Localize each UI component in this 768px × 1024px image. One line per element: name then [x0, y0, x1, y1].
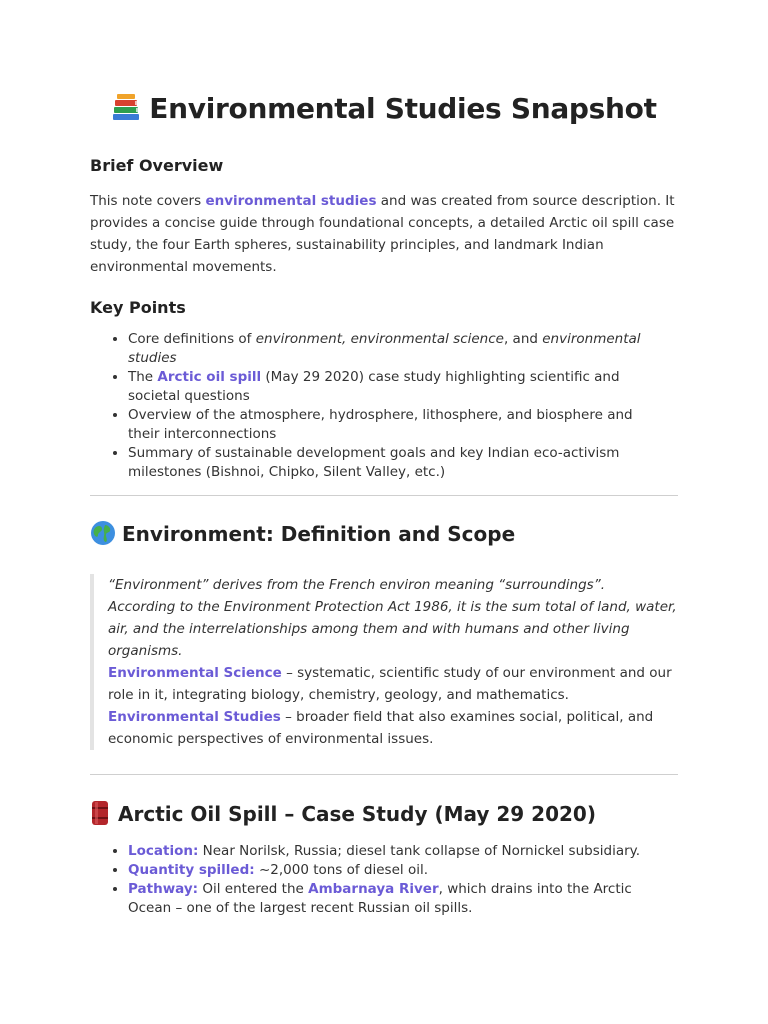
list-item-text: The [128, 369, 158, 385]
fact-label: Pathway: [128, 881, 199, 897]
overview-text-2: and was created from source description. It provides a concise guide through foundational concepts, a detailed Arctic oil spill case study, the four Earth spheres, sustainability principles, and landmark Indian environmental movements. [90, 193, 675, 275]
environmental-science-term: Environmental Science [108, 665, 282, 681]
environmental-studies-link[interactable]: environmental studies [205, 193, 377, 209]
environment-heading-text: Environment: Definition and Scope [122, 522, 516, 546]
globe-icon [90, 520, 116, 546]
section-divider [90, 495, 678, 496]
key-points-list [110, 330, 668, 482]
fact-label: Location: [128, 843, 199, 859]
ambarnaya-river-link[interactable]: Ambarnaya River [308, 881, 439, 897]
list-item-text: (May 29 2020) case study highlighting scientific and societal questions [128, 369, 620, 404]
list-item [128, 368, 668, 406]
list-item-text: Core definitions of [128, 331, 256, 347]
fact-text: , which drains into the Arctic Ocean – one of the largest recent Russian oil spills. [128, 881, 632, 916]
list-item: • Summary of sustainable development goals and key Indian eco-activism milestones (Bishnoi, Chipko, Silent Valley, etc.) [128, 444, 668, 482]
environmental-studies-definition [108, 706, 693, 750]
arctic-oil-spill-link[interactable]: Arctic oil spill [157, 369, 262, 385]
overview-text-1: This note covers [90, 193, 206, 209]
environment-definition-quote [90, 574, 693, 662]
definition-text: – systematic, scientific study of our environment and our role in it, integrating biology, chemistry, geology, and mathematics. [108, 665, 672, 703]
key-points-heading: Key Points [90, 298, 186, 317]
books-icon [111, 94, 141, 122]
overview-paragraph [90, 190, 680, 278]
section-divider [90, 774, 678, 775]
quote-line: According to the Environment Protection Act 1986, it is the sum total of land, water, air, and the interrelationships among them and with humans and other living organisms. [108, 599, 677, 659]
science-vs-studies-quote [90, 662, 693, 750]
list-item [128, 330, 668, 368]
oil-spill-facts-list [110, 842, 648, 918]
list-item: • Overview of the atmosphere, hydrosphere, lithosphere, and biosphere and their interconnections [128, 406, 668, 444]
list-item [128, 861, 648, 880]
oil-barrel-icon [90, 799, 110, 827]
environmental-science-definition [108, 662, 693, 706]
list-item [128, 842, 648, 861]
overview-heading: Brief Overview [90, 156, 224, 175]
environment-heading [90, 520, 515, 546]
fact-label: Quantity spilled: [128, 862, 255, 878]
definition-text: – broader field that also examines social, political, and economic perspectives of environmental issues. [108, 709, 654, 747]
oil-spill-heading [90, 799, 596, 827]
page-title [0, 92, 768, 125]
environmental-studies-term: Environmental Studies [108, 709, 281, 725]
quote-line: “Environment” derives from the French environ meaning “surroundings”. [108, 577, 606, 593]
list-item-emphasis: environmental studies [128, 331, 641, 366]
oil-spill-heading-text: Arctic Oil Spill – Case Study (May 29 2020) [118, 802, 596, 826]
list-item-text: , and [503, 331, 543, 347]
page-title-text: Environmental Studies Snapshot [149, 92, 657, 125]
fact-text: Oil entered the [198, 881, 309, 897]
fact-text: Near Norilsk, Russia; diesel tank collapse of Nornickel subsidiary. [198, 843, 640, 859]
fact-text: ~2,000 tons of diesel oil. [254, 862, 428, 878]
list-item [128, 880, 648, 918]
list-item-emphasis: environment, environmental science [255, 331, 504, 347]
